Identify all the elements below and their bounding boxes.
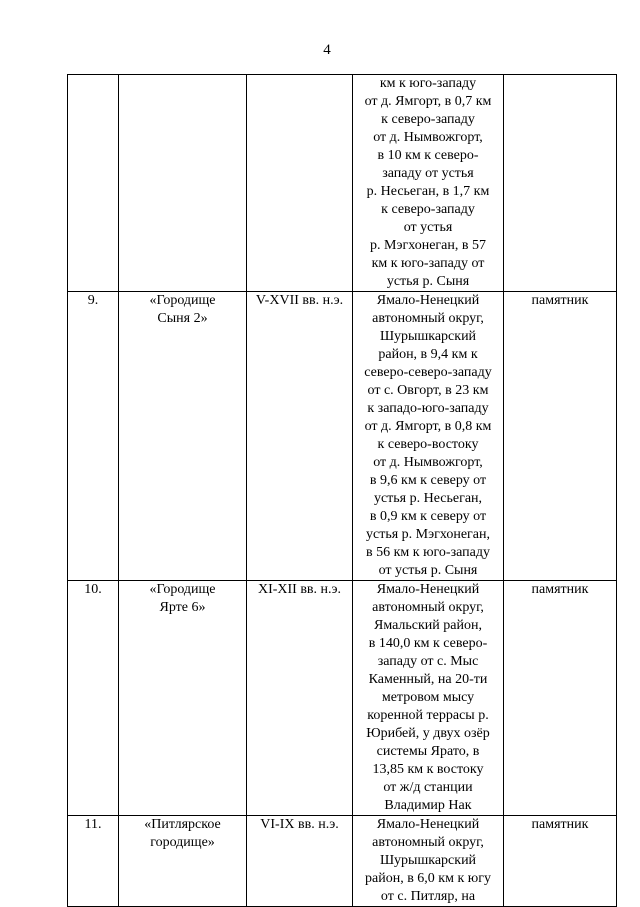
object-name-cell <box>119 581 247 816</box>
location-line: р. Несьеган, в 1,7 км <box>366 184 490 199</box>
dating-cell <box>247 75 353 292</box>
location-line: устья р. Несьеган, <box>373 491 483 506</box>
category-cell <box>504 581 617 816</box>
object-name-line: «Городище <box>149 582 216 597</box>
location-line: Ямало-Ненецкий <box>376 293 480 308</box>
location-line: р. Мэгхонеган, в 57 <box>370 238 486 253</box>
dating: XI-XII вв. н.э. <box>257 582 342 597</box>
location-line: Шурышкарский <box>379 329 477 344</box>
table-row <box>68 75 617 292</box>
object-name-line: Ярте 6» <box>159 600 206 615</box>
dating-cell <box>247 816 353 907</box>
location-line: коренной террасы р. <box>367 708 489 723</box>
category: памятник <box>531 293 589 308</box>
heritage-registry-table <box>67 74 617 907</box>
table-body <box>68 75 617 907</box>
location-line: в 9,6 км к северу от <box>369 473 487 488</box>
row-number: 10. <box>84 582 102 597</box>
location-cell <box>353 816 504 907</box>
category: памятник <box>531 582 589 597</box>
location-line: устья р. Мэгхонеган, <box>366 527 490 542</box>
location-line: от д. Ямгорт, в 0,8 км <box>364 419 492 434</box>
location-cell <box>353 581 504 816</box>
row-number-cell <box>68 581 119 816</box>
row-number: 9. <box>87 293 99 308</box>
row-number-cell <box>68 292 119 581</box>
location-line: Каменный, на 20-ти <box>368 672 488 687</box>
location-line: район, в 6,0 км к югу <box>365 871 491 886</box>
dating-cell <box>247 292 353 581</box>
location-line: Юрибей, у двух озёр <box>366 726 490 741</box>
location-line: западу от устья <box>382 166 474 181</box>
object-name-line: Сыня 2» <box>157 311 208 326</box>
row-number-cell <box>68 75 119 292</box>
location-line: район, в 9,4 км к <box>378 347 478 362</box>
location-cell <box>353 75 504 292</box>
row-number-cell <box>68 816 119 907</box>
location-line: Владимир Нак <box>384 798 472 813</box>
location-line: к западо-юго-западу <box>367 401 489 416</box>
location-line: км к юго-западу <box>379 76 477 91</box>
location-line: Ямало-Ненецкий <box>376 582 480 597</box>
location-line: Шурышкарский <box>379 853 477 868</box>
location-line: в 0,9 км к северу от <box>369 509 487 524</box>
page-number: 4 <box>323 42 331 58</box>
table-row <box>68 581 617 816</box>
location-line: автономный округ, <box>372 835 484 850</box>
location-line: Ямальский район, <box>373 618 482 633</box>
location-line: в 10 км к северо- <box>377 148 479 163</box>
location-line: от устья <box>403 220 453 235</box>
location-line: в 140,0 км к северо- <box>368 636 488 651</box>
location-line: автономный округ, <box>372 311 484 326</box>
object-name-line: «Питлярское <box>144 817 221 832</box>
dating: V-XVII вв. н.э. <box>255 293 344 308</box>
location-line: метровом мысу <box>381 690 475 705</box>
category: памятник <box>531 817 589 832</box>
location-line: системы Ярато, в <box>376 744 480 759</box>
location-line: от с. Питляр, на <box>380 889 476 904</box>
dating-cell <box>247 581 353 816</box>
row-number: 11. <box>84 817 102 832</box>
location-line: от устья р. Сыня <box>378 563 478 578</box>
location-line: в 56 км к юго-западу <box>366 545 490 560</box>
category-cell <box>504 292 617 581</box>
location-line: к северо-западу <box>381 112 475 127</box>
category-cell <box>504 816 617 907</box>
location-line: от с. Овгорт, в 23 км <box>367 383 489 398</box>
dating: VI-IX вв. н.э. <box>260 817 339 832</box>
location-cell <box>353 292 504 581</box>
object-name-cell <box>119 292 247 581</box>
object-name-cell <box>119 75 247 292</box>
location-line: автономный округ, <box>372 600 484 615</box>
table-row <box>68 292 617 581</box>
table-row <box>68 816 617 907</box>
location-line: западу от с. Мыс <box>377 654 479 669</box>
location-line: от д. Ямгорт, в 0,7 км <box>364 94 492 109</box>
object-name-line: городище» <box>150 835 215 850</box>
location-line: северо-северо-западу <box>364 365 492 380</box>
location-line: 13,85 км к востоку <box>372 762 484 777</box>
location-line: устья р. Сыня <box>386 274 470 289</box>
location-line: от д. Нымвожгорт, <box>373 455 483 470</box>
category-cell <box>504 75 617 292</box>
object-name-line: «Городище <box>149 293 216 308</box>
location-line: км к юго-западу от <box>371 256 485 271</box>
location-line: к северо-востоку <box>377 437 479 452</box>
location-line: Ямало-Ненецкий <box>376 817 480 832</box>
object-name-cell <box>119 816 247 907</box>
location-line: от ж/д станции <box>383 780 473 795</box>
location-line: к северо-западу <box>381 202 475 217</box>
location-line: от д. Нымвожгорт, <box>373 130 483 145</box>
